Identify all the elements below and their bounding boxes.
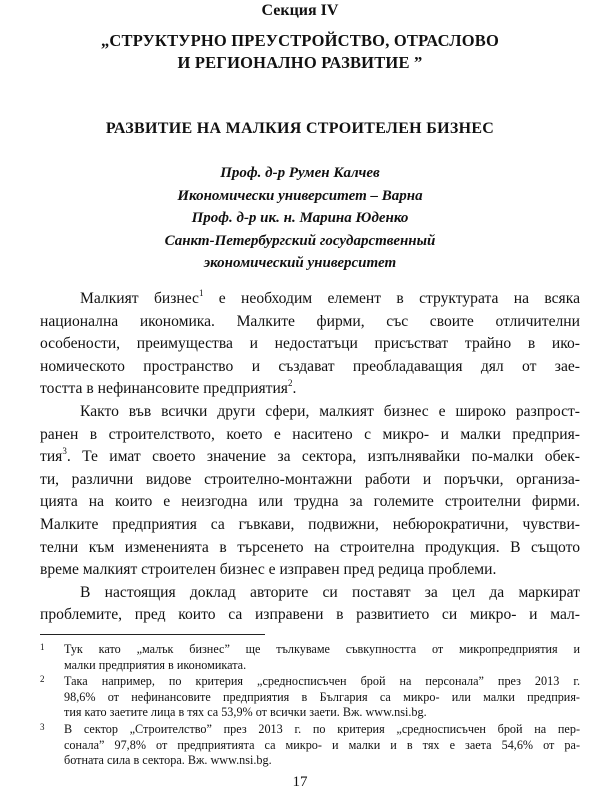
body-line	[40, 537, 580, 560]
footnote-number: 3	[40, 721, 45, 732]
body-line-text: цията на които е неизгодна или трудна за големите строителни фирми.	[40, 493, 580, 511]
body-line	[40, 356, 580, 379]
footnote-number: 2	[40, 674, 45, 685]
footnote-line: ботната сила в сектора. Вж. www.nsi.bg.	[64, 753, 272, 768]
footnote-ref[interactable]: 3	[62, 445, 67, 456]
footnote	[40, 674, 580, 721]
body-line	[40, 491, 580, 514]
author-name: Проф. д-р Румен Калчев	[220, 165, 380, 181]
footnote-line: малки предприятия в икономиката.	[64, 657, 247, 672]
body-line-text: В настоящия доклад авторите си поставят за цел да маркират	[80, 583, 580, 601]
body-line-text: Както във всички други сфери, малкият бизнес е широко разпрост-	[80, 402, 580, 420]
footnote-ref[interactable]: 2	[287, 378, 293, 389]
body-line	[40, 604, 580, 627]
body-line	[40, 469, 580, 492]
footnote-divider	[40, 634, 265, 635]
body-line-text: ранен в строителството, което е наситено с микро- и малки предприя-	[40, 425, 580, 443]
section-title	[40, 30, 560, 74]
body-line-text: ти, различни видове строително-монтажни работи и поръчки, организа-	[40, 470, 580, 488]
body-line-text: Малките предприятия са гъвкави, подвижни, небюрократични, чувстви-	[40, 515, 580, 533]
body-line	[40, 378, 580, 401]
section-label: Секция IV	[261, 2, 339, 19]
body-line	[40, 333, 580, 356]
paper-title: РАЗВИТИЕ НА МАЛКИЯ СТРОИТЕЛЕН БИЗНЕС	[105, 120, 495, 137]
section-title-line: „СТРУКТУРНО ПРЕУСТРОЙСТВО, ОТРАСЛОВО	[100, 31, 500, 50]
section-title-line: И РЕГИОНАЛНО РАЗВИТИЕ ”	[177, 53, 423, 72]
author-affiliation: Санкт-Петербургский государственный	[164, 232, 436, 249]
footnote-line: Така например, по критерия „средносписъчен брой на персонала” през 2013 г.	[64, 674, 580, 689]
footnote-line: 98,6% от нефинансовите предприятия в България са микро- или малки предприя-	[64, 689, 580, 704]
author-name: Проф. д-р ик. н. Марина Юденко	[191, 210, 409, 226]
body-line	[40, 424, 580, 447]
body-line	[40, 311, 580, 334]
author-block	[100, 162, 500, 275]
footnote-line: сонала” 97,8% от предприятията са микро- и малки и в тях е заета 54,6% от ра-	[64, 737, 580, 752]
body-line-text: е необходим елемент в структурата на всяка	[203, 290, 580, 307]
body-line-text: .	[292, 380, 297, 398]
body-line-text: време малкият строителен бизнес е изправен пред редица проблеми.	[40, 561, 497, 579]
body-line-text: . Те имат своето значение за сектора, изпълнявайки по-малки обек-	[66, 448, 580, 466]
footnote	[40, 722, 580, 769]
body-text	[40, 288, 580, 627]
body-line	[40, 288, 580, 311]
footnote-line: В сектор „Строителство” през 2013 г. по критерия „средносписъчен брой на пер-	[64, 721, 580, 736]
footnotes	[40, 642, 580, 770]
body-line-text: национална икономика. Малките фирми, със своите отличителни	[40, 312, 580, 330]
body-line-text: Малкият бизнес	[80, 290, 199, 307]
page-number: 17	[292, 774, 308, 790]
body-line	[40, 401, 580, 424]
body-line	[40, 559, 580, 582]
footnote-line: тия като заетите лица в тях са 53,9% от всички заети. Вж. www.nsi.bg.	[64, 705, 427, 720]
body-line-text: номическото пространство и създават преобладаващия дял от зае-	[40, 357, 580, 375]
body-line	[40, 514, 580, 537]
footnote-line: Тук като „малък бизнес” ще тълкуваме съвкупността от микропредприятия и	[64, 642, 580, 656]
body-line-text: проблемите, пред които са изправени в развитието си микро- и мал-	[40, 606, 580, 624]
footnote-number: 1	[40, 642, 45, 652]
body-line-text: тостта в нефинансовите предприятия	[40, 380, 288, 398]
footnote	[40, 642, 580, 673]
body-line	[40, 582, 580, 605]
footnote-ref[interactable]: 1	[198, 287, 204, 298]
body-line-text: телни към измененията в търсенето на строителна продукция. В същото	[40, 538, 580, 556]
author-affiliation: Икономически университет – Варна	[177, 187, 423, 204]
body-line-text: тия	[40, 448, 63, 466]
author-affiliation: экономический университет	[203, 255, 397, 271]
body-line-text: особености, преимущества и недостатъци присъстват трайно в ико-	[40, 335, 580, 353]
body-line	[40, 446, 580, 469]
